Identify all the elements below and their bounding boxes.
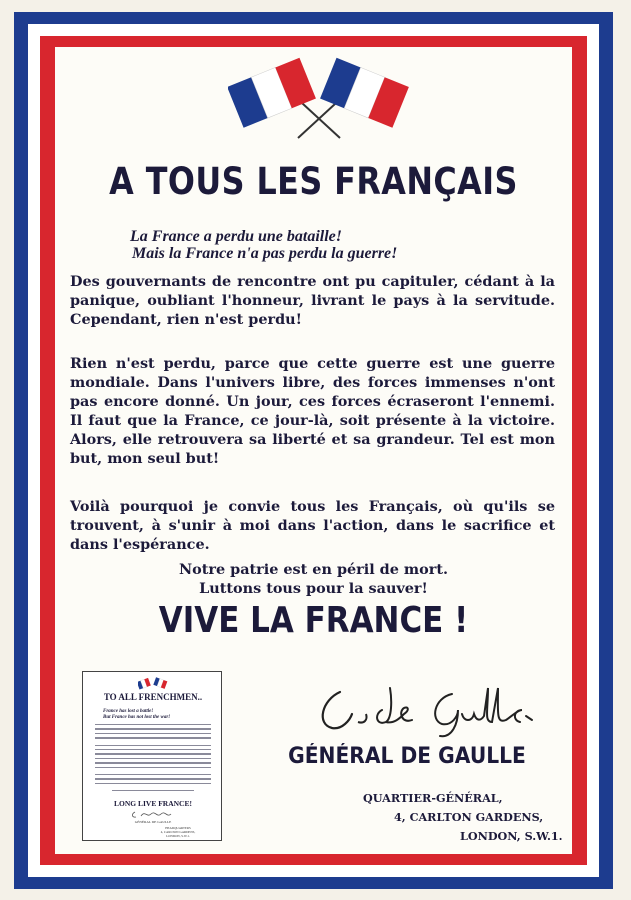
mini-long-live-france: LONG LIVE FRANCE! (114, 799, 192, 808)
subheading-not-lost-war: Mais la France n'a pas perdu la guerre! (132, 245, 398, 262)
subheading-lost-battle: La France a perdu une bataille! (130, 228, 343, 245)
paragraph-2: Rien n'est perdu, parce que cette guerre est une guerre mondiale. Dans l'univers libre, des forces immenses n'ont pas encore donné. Un jour, ces forces écraseront l'ennemi. Il faut que la France, ce jour-là, soit présente à la victoire. Alors, elle retrouvera sa liberté et sa grandeur. Tel est mon but, mon seul but! (70, 355, 555, 467)
crossed-flags-icon (228, 52, 410, 142)
paragraph-1: Des gouvernants de rencontre ont pu capituler, cédant à la panique, oubliant l'honneur, livrant le pays à la servitude. Cependant, rien n'est perdu! (70, 273, 555, 328)
mini-title: TO ALL FRENCHMEN.. (103, 692, 203, 702)
mini-address-2: 4, CARLTON GARDENS, (160, 830, 196, 834)
address-line-1: QUARTIER-GÉNÉRAL, (363, 791, 503, 805)
mini-body-text (95, 724, 211, 794)
poster-headline: A TOUS LES FRANÇAIS (109, 160, 518, 203)
mini-signature-icon (131, 808, 175, 820)
address-line-3: LONDON, S.W.1. (460, 829, 563, 843)
mini-sub-1: France has lost a battle! (103, 709, 154, 714)
mini-address-3: LONDON, S.W.1. (166, 834, 190, 838)
luttons-line: Luttons tous pour la sauver! (199, 580, 428, 597)
english-poster-thumbnail (82, 671, 222, 841)
vive-la-france: VIVE LA FRANCE ! (158, 600, 469, 641)
signature-icon (312, 680, 547, 740)
paragraph-3: Voilà pourquoi je convie tous les Français, où qu'ils se trouvent, à s'unir à moi dans l'action, dans le sacrifice et dans l'espérance. (70, 498, 555, 553)
address-line-2: 4, CARLTON GARDENS, (394, 810, 544, 824)
mini-sub-2: But France has not lost the war! (103, 715, 171, 720)
patrie-line: Notre patrie est en péril de mort. (179, 561, 448, 578)
mini-flags-icon (138, 676, 168, 692)
mini-general: GÉNÉRAL DE GAULLE (134, 820, 172, 824)
mini-address-1: HEADQUARTERS (165, 826, 191, 830)
signatory-name: GÉNÉRAL DE GAULLE (288, 744, 526, 769)
